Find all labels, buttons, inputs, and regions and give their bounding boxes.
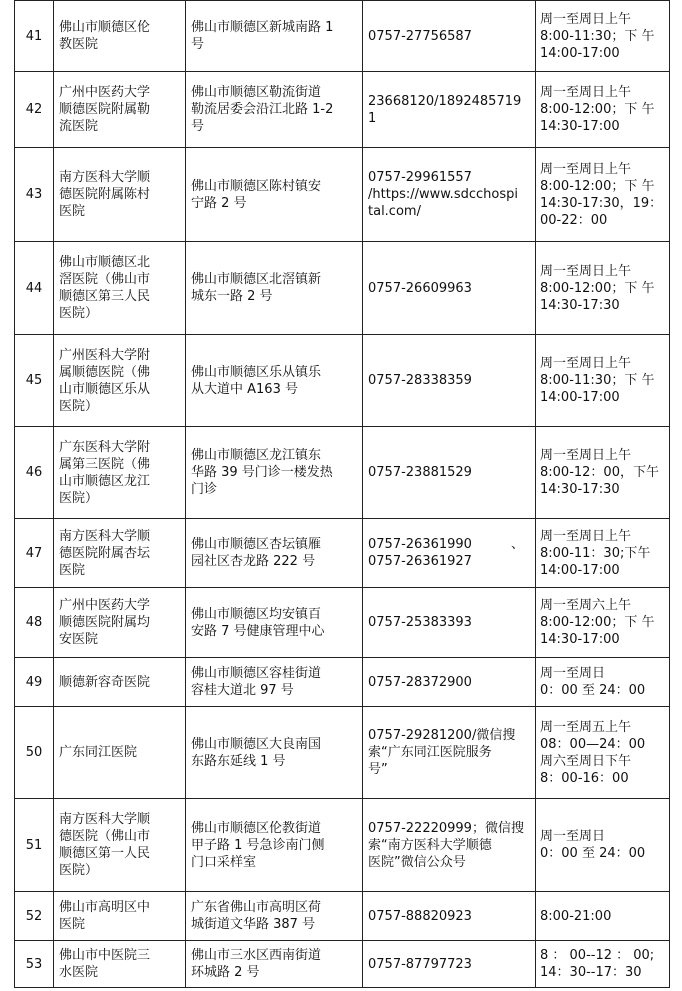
hospital-phone bbox=[363, 72, 536, 148]
table-body bbox=[15, 1, 670, 988]
hospital-name-line: 医院） bbox=[59, 490, 99, 506]
hospital-phone-line: 0757-26361990 、 bbox=[368, 537, 524, 552]
table-row bbox=[15, 148, 670, 242]
hospital-address-line: 容桂大道北 97 号 bbox=[191, 683, 294, 698]
opening-hours-line: 0：00 至 24：00 bbox=[540, 846, 646, 861]
table-row bbox=[15, 1, 670, 72]
table-row bbox=[15, 941, 670, 988]
hospital-phone-line: 0757-88820923 bbox=[368, 908, 472, 924]
hospital-phone-line: 0757-27756587 bbox=[368, 28, 472, 44]
opening-hours-line: 14:30-17:30，19： bbox=[540, 195, 663, 211]
hospital-name-line: 南方医科大学顺 bbox=[59, 528, 151, 544]
hospital-name bbox=[54, 335, 186, 427]
hospital-address bbox=[186, 242, 363, 335]
opening-hours-line: 周一至周日 bbox=[540, 666, 606, 681]
hospital-phone bbox=[363, 1, 536, 72]
opening-hours-line: 周一至周日上午 bbox=[540, 263, 632, 279]
hospital-address bbox=[186, 148, 363, 242]
hospital-address-line: 勒流居委会沿江北路 1-2 bbox=[191, 102, 334, 117]
hospital-phone-line: 医院”微信公众号 bbox=[368, 854, 466, 870]
hospital-name-line: 顺德区第一人民 bbox=[59, 846, 151, 861]
hospital-phone-line: 0757-25383393 bbox=[368, 615, 472, 630]
opening-hours bbox=[536, 427, 670, 519]
opening-hours bbox=[536, 658, 670, 707]
hospital-name-line: 南方医科大学顺 bbox=[59, 170, 151, 185]
hospital-phone bbox=[363, 335, 536, 427]
hospital-address-line: 佛山市顺德区北滘镇新 bbox=[191, 272, 322, 287]
row-number: 46 bbox=[15, 427, 54, 519]
hospital-name-line: 德医院（佛山市 bbox=[59, 829, 151, 844]
hospital-name bbox=[54, 658, 186, 707]
opening-hours bbox=[536, 335, 670, 427]
hospital-phone-line: 0757-26609963 bbox=[368, 280, 472, 296]
hospital-phone-line: 0757-28338359 bbox=[368, 373, 472, 388]
opening-hours-line: 8：00-16：00 bbox=[540, 770, 629, 786]
hospital-address-line: 甲子路 1 号急诊南门侧 bbox=[191, 837, 325, 853]
opening-hours-line: 周一至周五上午 bbox=[540, 719, 632, 735]
hospital-name bbox=[54, 148, 186, 242]
hospital-address bbox=[186, 72, 363, 148]
row-number: 51 bbox=[15, 799, 54, 892]
opening-hours-line: 8:00-21:00 bbox=[540, 908, 612, 924]
opening-hours-line: 周一至周日 bbox=[540, 829, 606, 844]
hospital-address bbox=[186, 707, 363, 799]
hospital-name-line: 医院） bbox=[59, 863, 99, 878]
opening-hours-line: 8:00-12:00；下 午 bbox=[540, 178, 655, 194]
row-number: 41 bbox=[15, 1, 54, 72]
hospital-name-line: 滘医院（佛山市 bbox=[59, 272, 151, 287]
hospital-name-line: 顺德区第三人民 bbox=[59, 289, 151, 304]
opening-hours-line: 8:00-12：00，下午 bbox=[540, 465, 659, 480]
hospital-address-line: 佛山市顺德区龙江镇东 bbox=[191, 448, 322, 463]
hospital-address-line: 门口采样室 bbox=[191, 854, 257, 870]
hospital-address-line: 城东一路 2 号 bbox=[191, 289, 273, 304]
hospital-phone-line: 23668120/1892485719 bbox=[368, 93, 522, 109]
hospital-name-line: 广州医科大学附 bbox=[59, 347, 151, 363]
row-number: 48 bbox=[15, 588, 54, 658]
hospital-name bbox=[54, 588, 186, 658]
hospital-name-line: 佛山市顺德区北 bbox=[59, 255, 151, 270]
opening-hours-line: 8:00-11:30；下 午 bbox=[540, 28, 655, 44]
opening-hours bbox=[536, 148, 670, 242]
opening-hours-line: 8:00-12:00；下 午 bbox=[540, 280, 655, 296]
hospital-phone bbox=[363, 588, 536, 658]
hospital-phone bbox=[363, 799, 536, 892]
hospital-phone-line: 0757-22220999；微信搜 bbox=[368, 820, 524, 836]
hospital-name-line: 山市顺德区龙江 bbox=[59, 473, 151, 489]
row-number: 52 bbox=[15, 892, 54, 941]
table-row bbox=[15, 427, 670, 519]
hospital-address bbox=[186, 799, 363, 892]
opening-hours-line: 14:00-17:00 bbox=[540, 45, 620, 61]
opening-hours bbox=[536, 892, 670, 941]
hospital-address bbox=[186, 427, 363, 519]
opening-hours-line: 14:00-17:00 bbox=[540, 390, 620, 405]
row-number: 44 bbox=[15, 242, 54, 335]
hospital-address-line: 号 bbox=[191, 119, 205, 134]
hospital-name-line: 医院） bbox=[59, 398, 99, 414]
hospital-name bbox=[54, 72, 186, 148]
opening-hours-line: 8:00-11:30；下 午 bbox=[540, 373, 655, 388]
hospital-address-line: 宁路 2 号 bbox=[191, 195, 247, 211]
hospital-address-line: 广东省佛山市高明区荷 bbox=[191, 900, 322, 915]
hospital-table bbox=[14, 0, 670, 988]
opening-hours bbox=[536, 72, 670, 148]
table-row bbox=[15, 588, 670, 658]
hospital-name-line: 医院 bbox=[59, 562, 86, 578]
hospital-address bbox=[186, 1, 363, 72]
opening-hours-line: 14:00-17:00 bbox=[540, 562, 620, 578]
opening-hours bbox=[536, 707, 670, 799]
hospital-phone-line: 0757-87797723 bbox=[368, 956, 472, 972]
hospital-address bbox=[186, 335, 363, 427]
opening-hours-line: 8:00-11：30;下午 bbox=[540, 545, 651, 561]
table-row bbox=[15, 72, 670, 148]
row-number: 49 bbox=[15, 658, 54, 707]
hospital-name bbox=[54, 892, 186, 941]
opening-hours bbox=[536, 519, 670, 588]
opening-hours-line: 周一至周日上午 bbox=[540, 161, 632, 177]
table-row bbox=[15, 658, 670, 707]
hospital-name-line: 广州中医药大学 bbox=[59, 85, 151, 100]
table-row bbox=[15, 892, 670, 941]
hospital-address-line: 佛山市顺德区乐从镇乐 bbox=[191, 364, 322, 380]
hospital-name-line: 德医院附属陈村 bbox=[59, 187, 151, 202]
hospital-name-line: 流医院 bbox=[59, 119, 99, 134]
hospital-name-line: 属顺德医院（佛 bbox=[59, 364, 151, 380]
hospital-name-line: 广东医科大学附 bbox=[59, 439, 151, 455]
hospital-address-line: 佛山市顺德区伦教街道 bbox=[191, 820, 322, 836]
hospital-name-line: 德医院附属杏坛 bbox=[59, 545, 151, 561]
opening-hours-line: 周六至周日下午 bbox=[540, 753, 632, 769]
hospital-address bbox=[186, 941, 363, 988]
opening-hours-line: 周一至周日上午 bbox=[540, 528, 632, 544]
table-row bbox=[15, 519, 670, 588]
hospital-phone-line: 0757-23881529 bbox=[368, 465, 472, 480]
table-row bbox=[15, 335, 670, 427]
hospital-address-line: 佛山市顺德区大良南国 bbox=[191, 736, 322, 752]
hospital-name-line: 广州中医药大学 bbox=[59, 598, 151, 613]
hospital-name-line: 佛山市高明区中 bbox=[59, 900, 151, 915]
opening-hours-line: 8:00-12:00；下 午 bbox=[540, 615, 655, 630]
hospital-address-line: 号 bbox=[191, 37, 205, 52]
hospital-address bbox=[186, 519, 363, 588]
hospital-phone-line: 索“广东同江医院服务 bbox=[368, 745, 492, 760]
opening-hours-line: 14:30-17:00 bbox=[540, 119, 620, 134]
hospital-name-line: 广东同江医院 bbox=[59, 745, 138, 760]
hospital-address-line: 佛山市顺德区杏坛镇雁 bbox=[191, 537, 322, 552]
opening-hours-line: 00-22：00 bbox=[540, 212, 608, 228]
hospital-address-line: 佛山市顺德区勒流街道 bbox=[191, 85, 322, 100]
hospital-address-line: 佛山市顺德区容桂街道 bbox=[191, 666, 322, 681]
hospital-address-line: 华路 39 号门诊一楼发热 bbox=[191, 465, 333, 480]
hospital-address-line: 佛山市顺德区均安镇百 bbox=[191, 606, 322, 622]
hospital-address bbox=[186, 588, 363, 658]
hospital-phone-line: 索“南方医科大学顺德 bbox=[368, 837, 492, 853]
hospital-phone-line: 0757-26361927 bbox=[368, 554, 472, 569]
hospital-address-line: 园社区杏龙路 222 号 bbox=[191, 554, 316, 569]
table-row bbox=[15, 242, 670, 335]
hospital-name bbox=[54, 519, 186, 588]
opening-hours-line: 8:00-12:00；下 午 bbox=[540, 102, 655, 117]
hospital-name-line: 医院 bbox=[59, 917, 86, 932]
row-number: 50 bbox=[15, 707, 54, 799]
hospital-address-line: 门诊 bbox=[191, 482, 218, 497]
hospital-address-line: 东路东延线 1 号 bbox=[191, 753, 286, 769]
hospital-address-line: 佛山市顺德区新城南路 1 bbox=[191, 20, 334, 35]
opening-hours-line: 周一至周日上午 bbox=[540, 85, 632, 100]
hospital-address-line: 环城路 2 号 bbox=[191, 965, 260, 980]
hospital-name-line: 医院 bbox=[59, 204, 86, 219]
hospital-name-line: 顺德医院附属勒 bbox=[59, 102, 151, 117]
hospital-address-line: 安路 7 号健康管理中心 bbox=[191, 623, 325, 639]
hospital-phone-line: 1 bbox=[368, 110, 377, 126]
row-number: 47 bbox=[15, 519, 54, 588]
hospital-name-line: 医院） bbox=[59, 306, 99, 321]
table-row bbox=[15, 707, 670, 799]
row-number: 45 bbox=[15, 335, 54, 427]
opening-hours-line: 周一至周六上午 bbox=[540, 598, 632, 613]
table-row bbox=[15, 799, 670, 892]
row-number: 42 bbox=[15, 72, 54, 148]
hospital-phone bbox=[363, 658, 536, 707]
opening-hours-line: 14：30--17：30 bbox=[540, 965, 642, 980]
opening-hours-line: 14:30-17:30 bbox=[540, 482, 620, 497]
opening-hours-line: 周一至周日上午 bbox=[540, 448, 632, 463]
opening-hours bbox=[536, 799, 670, 892]
hospital-name-line: 佛山市中医院三 bbox=[59, 948, 151, 963]
hospital-name-line: 佛山市顺德区伦 bbox=[59, 20, 151, 35]
hospital-name-line: 山市顺德区乐从 bbox=[59, 381, 151, 397]
opening-hours bbox=[536, 1, 670, 72]
hospital-phone-line: 号” bbox=[368, 762, 388, 777]
hospital-address-line: 城街道文华路 387 号 bbox=[191, 917, 316, 932]
hospital-address bbox=[186, 892, 363, 941]
hospital-name-line: 顺德医院附属均 bbox=[59, 615, 151, 630]
opening-hours-line: 14:30-17:00 bbox=[540, 632, 620, 647]
hospital-phone bbox=[363, 941, 536, 988]
hospital-phone bbox=[363, 519, 536, 588]
hospital-phone bbox=[363, 242, 536, 335]
hospital-address bbox=[186, 658, 363, 707]
hospital-phone-line: 0757-29961557 bbox=[368, 170, 472, 185]
hospital-address-line: 佛山市三水区西南街道 bbox=[191, 948, 322, 963]
hospital-name-line: 属第三医院（佛 bbox=[59, 456, 151, 472]
row-number: 53 bbox=[15, 941, 54, 988]
hospital-name bbox=[54, 941, 186, 988]
opening-hours-line: 14:30-17:30 bbox=[540, 297, 620, 313]
hospital-phone bbox=[363, 707, 536, 799]
hospital-phone-line: tal.com/ bbox=[368, 204, 421, 219]
hospital-name bbox=[54, 707, 186, 799]
opening-hours-line: 周一至周日上午 bbox=[540, 11, 632, 27]
opening-hours-line: 08：00—24：00 bbox=[540, 736, 646, 752]
hospital-phone bbox=[363, 892, 536, 941]
hospital-name bbox=[54, 1, 186, 72]
hospital-name bbox=[54, 242, 186, 335]
hospital-name-line: 南方医科大学顺 bbox=[59, 812, 151, 827]
opening-hours bbox=[536, 941, 670, 988]
hospital-phone bbox=[363, 427, 536, 519]
hospital-name bbox=[54, 427, 186, 519]
hospital-name bbox=[54, 799, 186, 892]
hospital-address-line: 佛山市顺德区陈村镇安 bbox=[191, 178, 322, 194]
opening-hours-line: 0：00 至 24：00 bbox=[540, 683, 646, 698]
opening-hours bbox=[536, 242, 670, 335]
hospital-name-line: 水医院 bbox=[59, 965, 99, 980]
hospital-name-line: 教医院 bbox=[59, 37, 99, 52]
row-number: 43 bbox=[15, 148, 54, 242]
hospital-phone-line: 0757-29281200/微信搜 bbox=[368, 728, 516, 743]
hospital-phone-line: /https://www.sdcchospi bbox=[368, 187, 518, 202]
opening-hours-line: 8 ： 00--12 ： 00; bbox=[540, 948, 655, 963]
hospital-phone bbox=[363, 148, 536, 242]
hospital-phone-line: 0757-28372900 bbox=[368, 674, 472, 690]
opening-hours-line: 周一至周日上午 bbox=[540, 356, 632, 371]
hospital-name-line: 安医院 bbox=[59, 632, 99, 647]
hospital-name-line: 顺德新容奇医院 bbox=[59, 674, 151, 690]
hospital-address-line: 从大道中 A163 号 bbox=[191, 381, 298, 397]
opening-hours bbox=[536, 588, 670, 658]
